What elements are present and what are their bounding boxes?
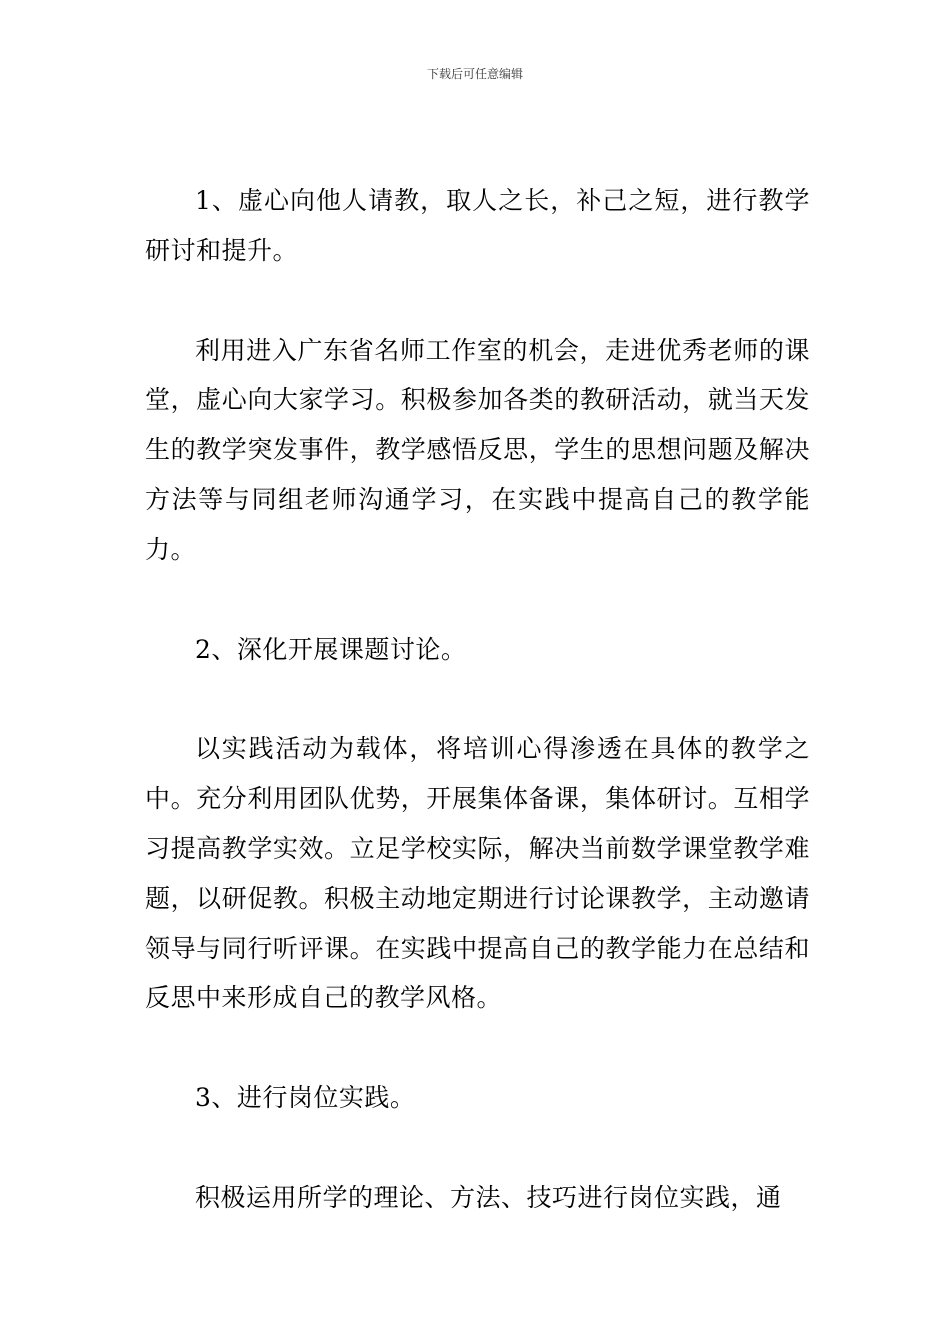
paragraph-gap xyxy=(145,1123,810,1173)
paragraph-gap xyxy=(145,674,810,724)
document-body xyxy=(145,176,810,1223)
header-note: 下载后可任意编辑 xyxy=(426,67,523,81)
paragraph-4: 以实践活动为载体，将培训心得渗透在具体的教学之中。充分利用团队优势，开展集体备课，集体研讨。互相学习提高教学实效。立足学校实际，解决当前数学课堂教学难题，以研促教。积极主动地定期进行讨论课教学，主动邀请领导与同行听评课。在实践中提高自己的教学能力在总结和反思中来形成自己的教学风格。 xyxy=(145,734,810,1013)
paragraph-gap xyxy=(145,276,810,326)
paragraph-3: 2、深化开展课题讨论。 xyxy=(195,634,467,664)
paragraph-gap xyxy=(145,1023,810,1073)
paragraph-6: 积极运用所学的理论、方法、技巧进行岗位实践，通 xyxy=(195,1182,782,1212)
paragraph-2: 利用进入广东省名师工作室的机会，走进优秀老师的课堂，虚心向大家学习。积极参加各类的教研活动，就当天发生的教学突发事件，教学感悟反思，学生的思想问题及解决方法等与同组老师沟通学习，在实践中提高自己的教学能力。 xyxy=(145,335,810,564)
paragraph-1: 1、虚心向他人请教，取人之长，补己之短，进行教学研讨和提升。 xyxy=(145,186,810,265)
paragraph-5: 3、进行岗位实践。 xyxy=(195,1083,416,1113)
paragraph-gap xyxy=(145,575,810,625)
